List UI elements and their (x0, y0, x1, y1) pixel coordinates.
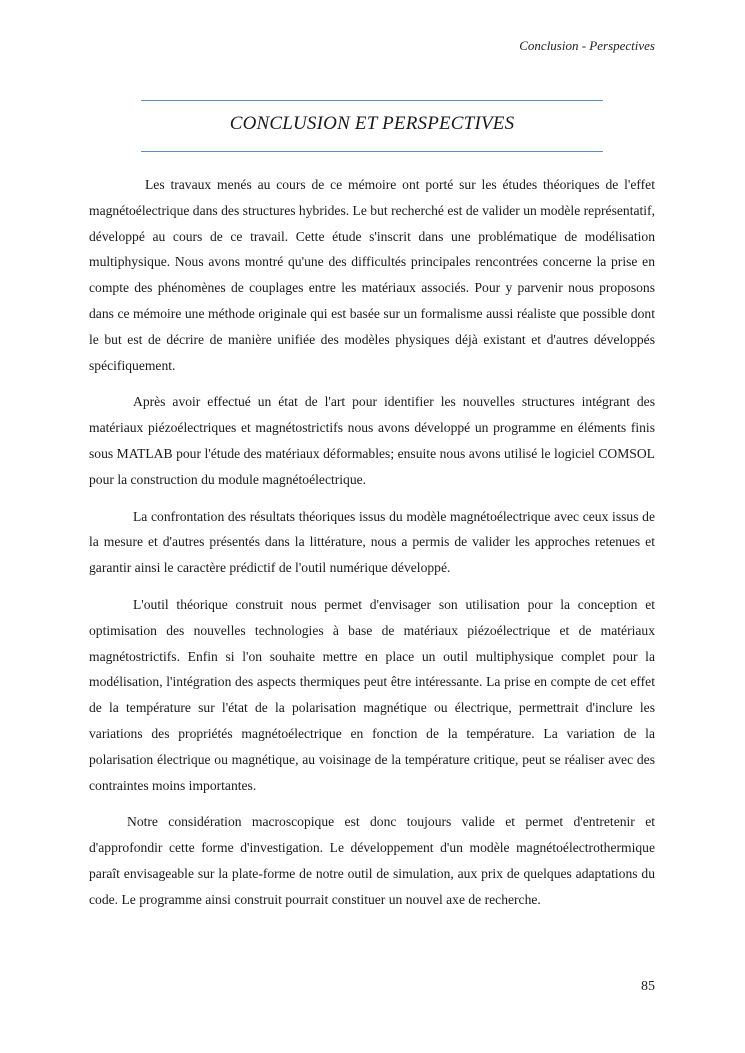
page-number: 85 (641, 979, 655, 994)
chapter-title: CONCLUSION ET PERSPECTIVES (229, 113, 515, 134)
paragraph-5: Notre considération macroscopique est donc toujours valide et permet d'entretenir et d'approfondir cette forme d'investigation. Le développement d'un modèle magnétoélectrothermique paraît envisageable sur la plate-forme de notre outil de simulation, aux prix de quelques adaptations du code. Le programme ainsi construit pourrait constituer un nouvel axe de recherche. (89, 814, 655, 907)
paragraph-4: L'outil théorique construit nous permet d'envisager son utilisation pour la conception et optimisation des nouvelles technologies à base de matériaux piézoélectrique et de matériaux magnétostrictifs. Enfin si l'on souhaite mettre en place un outil multiphysique complet pour la modélisation, l'intégration des aspects thermiques peut être intéressante. La prise en compte de cet effet de la température sur l'état de la polarisation magnétique ou électrique, permettrait d'inclure les variations des propriétés magnétoélectrique en fonction de la température. La variation de la polarisation électrique ou magnétique, au voisinage de la température critique, peut se réaliser avec des contraintes moins importantes. (89, 596, 655, 793)
title-top-rule (141, 100, 603, 101)
body-text (89, 172, 655, 924)
paragraph-2: Après avoir effectué un état de l'art pour identifier les nouvelles structures intégrant des matériaux piézoélectriques et magnétostrictifs nous avons développé un programme en éléments finis sous MATLAB pour l'étude des matériaux déformables; ensuite nous avons utilisé le logiciel COMSOL pour la construction du module magnétoélectrique. (89, 394, 655, 487)
paragraph-3: La confrontation des résultats théoriques issus du modèle magnétoélectrique avec ceux issus de la mesure et d'autres présentés dans la littérature, nous a permis de valider les approches retenues et garantir ainsi le caractère prédictif de l'outil numérique développé. (89, 508, 655, 576)
running-header: Conclusion - Perspectives (519, 38, 655, 53)
paragraph-1: Les travaux menés au cours de ce mémoire ont porté sur les études théoriques de l'effet magnétoélectrique dans des structures hybrides. Le but recherché est de valider un modèle représentatif, développé au cours de ce travail. Cette étude s'inscrit dans une problématique de modélisation multiphysique. Nous avons montré qu'une des difficultés principales rencontrées concerne la prise en compte des phénomènes de couplages entre les matériaux associés. Pour y parvenir nous proposons dans ce mémoire une méthode originale qui est basée sur un formalisme aussi réaliste que possible dont le but est de décrire de manière unifiée des modèles physiques déjà existant et d'autres développés spécifiquement. (89, 177, 655, 373)
title-bottom-rule (141, 151, 603, 152)
